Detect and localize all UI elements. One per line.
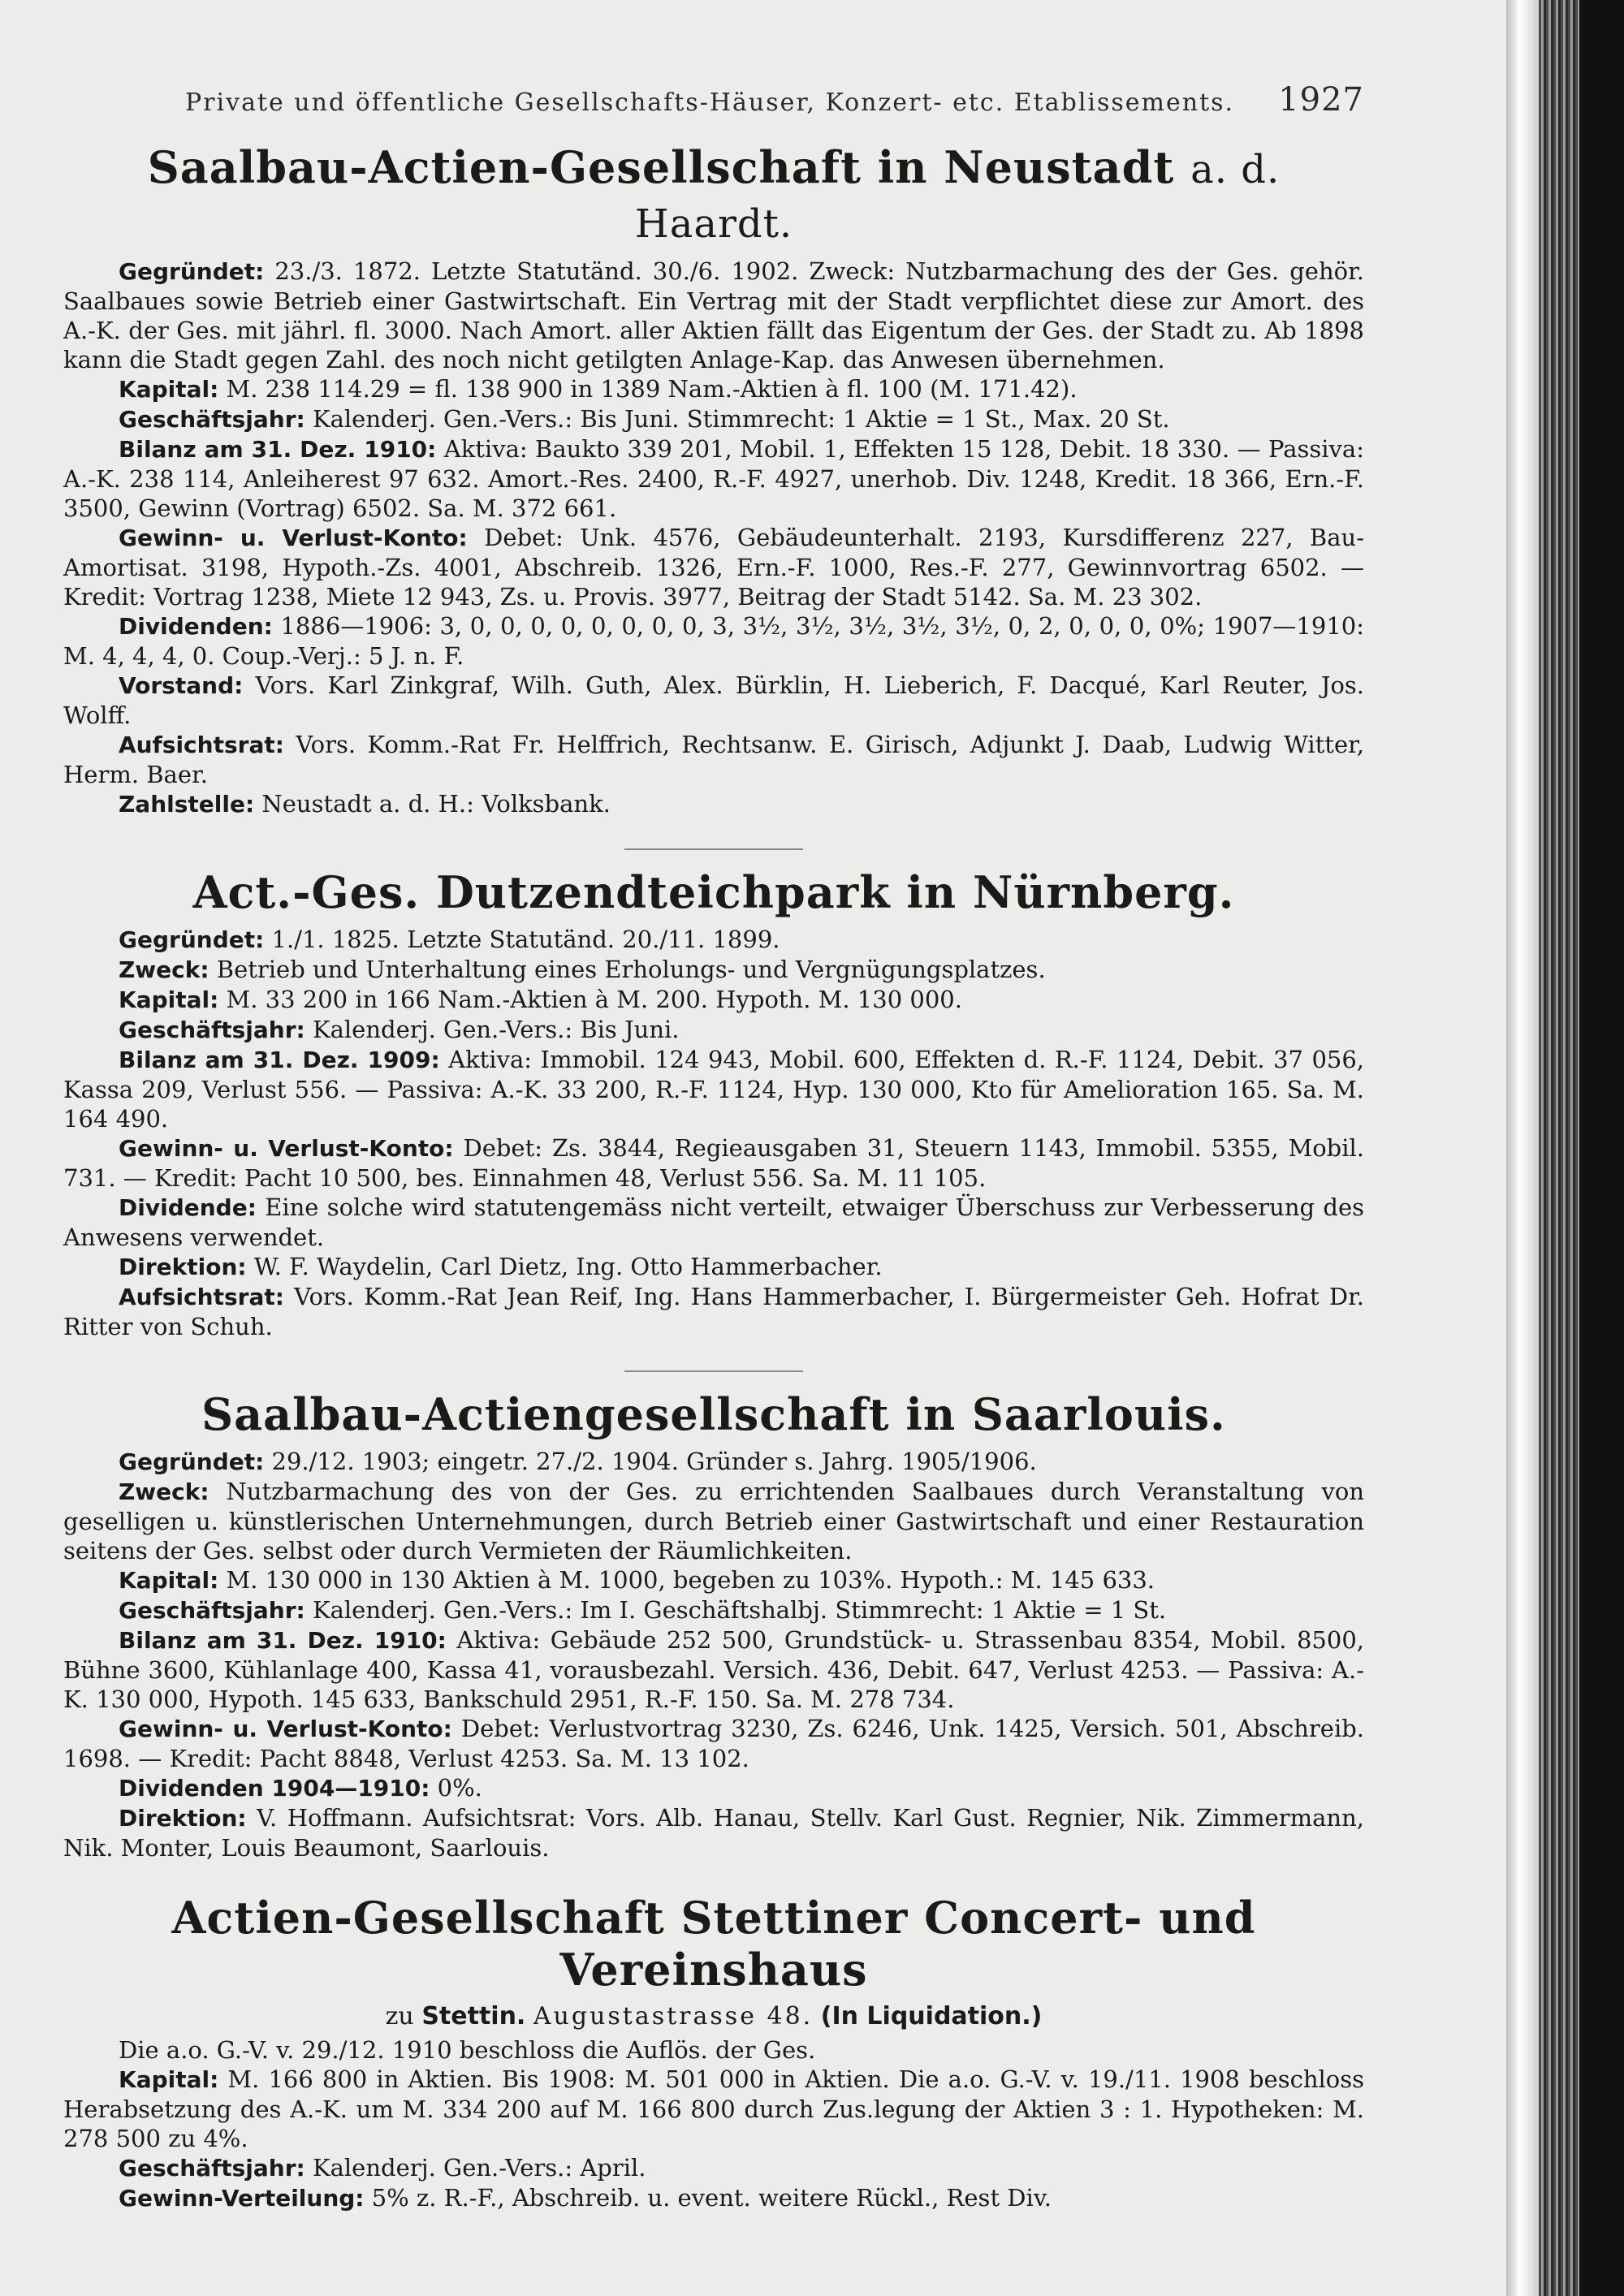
entry-paragraph: [63, 1803, 1364, 1862]
entry-text: W. F. Waydelin, Carl Dietz, Ing. Otto Hammerbacher.: [253, 1253, 883, 1280]
entry-paragraph: [63, 985, 1364, 1015]
entry-label: Direktion:: [119, 1805, 247, 1832]
entry-paragraph: [63, 1714, 1364, 1773]
entry-label: Aufsichtsrat:: [119, 1284, 284, 1310]
entry-text: Vors. Komm.-Rat Jean Reif, Ing. Hans Hammerbacher, I. Bürgermeister Geh. Hofrat Dr. Ritter von Schuh.: [63, 1283, 1365, 1340]
entry-text: Aktiva: Gebäude 252 500, Grundstück- u. Strassenbau 8354, Mobil. 8500, Bühne 3600, Kühlanlage 400, Kassa 41, vorausbezahl. Versich. 436, Debit. 647, Verlust 4253. — Passiva: A.-K. 130 000, Hypoth. 145 633, Bankschuld 2951, R.-F. 150. Sa. M. 278 734.: [63, 1626, 1365, 1713]
company-name: Act.-Ges. Dutzendteichpark in Nürnberg.: [192, 866, 1235, 918]
entry-text: Kalenderj. Gen.-Vers.: Bis Juni.: [312, 1016, 680, 1043]
entry-label: Bilanz am 31. Dez. 1909:: [119, 1047, 440, 1073]
entry-text: Kalenderj. Gen.-Vers.: Im I. Geschäftshalbj. Stimmrecht: 1 Aktie = 1 St.: [312, 1596, 1167, 1624]
company-title: [63, 1892, 1364, 1996]
entry-paragraph: [63, 1015, 1364, 1045]
running-header: [63, 81, 1364, 119]
entry-text: 5% z. R.-F., Abschreib. u. event. weitere Rückl., Rest Div.: [371, 2184, 1052, 2212]
entry-text: 23./3. 1872. Letzte Statutänd. 30./6. 1902. Zweck: Nutzbarmachung des der Ges. gehör. Saalbaues sowie Betrieb einer Gastwirtschaft. Ein Vertrag mit der Stadt verpflichtet diese zur Amort. des A.-K. der Ges. mit jährl. fl. 3000. Nach Amort. aller Aktien fällt das Eigentum der Ges. der Stadt zu. Ab 1898 kann die Stadt gegen Zahl. des noch nicht getilgten Anlage-Kap. das Anwesen übernehmen.: [63, 257, 1364, 373]
entry-text: Debet: Zs. 3844, Regieausgaben 31, Steuern 1143, Immobil. 5355, Mobil. 731. — Kredit: Pacht 10 500, bes. Einnahmen 48, Verlust 556. Sa. M. 11 105.: [63, 1134, 1365, 1192]
company-title: [63, 141, 1364, 250]
entry-text: V. Hoffmann. Aufsichtsrat: Vors. Alb. Hanau, Stellv. Karl Gust. Regnier, Nik. Zimmermann, Nik. Monter, Louis Beaumont, Saarlouis.: [63, 1804, 1364, 1862]
entry-text: Eine solche wird statutengemäss nicht verteilt, etwaiger Überschuss zur Verbesserung des Anwesens verwendet.: [63, 1193, 1364, 1251]
entry-label: Gegründet:: [119, 1448, 265, 1475]
entry-paragraph: [63, 404, 1364, 434]
entry-label: Direktion:: [119, 1254, 247, 1280]
entry-label: Aufsichtsrat:: [119, 732, 284, 758]
entry-label: Zahlstelle:: [119, 791, 255, 818]
entry-label: Gewinn- u. Verlust-Konto:: [119, 1135, 454, 1162]
entry-label: Geschäftsjahr:: [119, 1016, 305, 1043]
entry-text: 1./1. 1825. Letzte Statutänd. 20./11. 1899.: [271, 926, 780, 953]
entry-paragraph: [63, 2153, 1364, 2183]
entry-paragraph: [63, 2035, 1364, 2065]
entry-label: Kapital:: [119, 2066, 219, 2093]
entry-label: Gegründet:: [119, 258, 265, 285]
entry-text: 0%.: [437, 1774, 482, 1802]
entry-paragraph: [63, 925, 1364, 955]
entry-paragraph: [63, 1565, 1364, 1595]
entry-label: Kapital:: [119, 376, 219, 403]
entry-text: Debet: Unk. 4576, Gebäudeunterhalt. 2193, Kursdifferenz 227, Bau-Amortisat. 3198, Hypoth.-Zs. 4001, Abschreib. 1326, Ern.-F. 1000, Res.-F. 277, Gewinnvortrag 6502. — Kredit: Vortrag 1238, Miete 12 943, Zs. u. Provis. 3977, Beitrag der Stadt 5142. Sa. M. 23 302.: [63, 524, 1365, 611]
entry-label: Dividende:: [119, 1194, 257, 1221]
entry-text: Neustadt a. d. H.: Volksbank.: [261, 790, 611, 818]
entry-paragraph: [63, 730, 1364, 789]
entry-label: Geschäftsjahr:: [119, 2155, 305, 2182]
entry-paragraph: [63, 789, 1364, 819]
company-entry-neustadt: [63, 141, 1364, 819]
subtitle-prefix: zu: [385, 2002, 414, 2031]
entry-label: Bilanz am 31. Dez. 1910:: [119, 1627, 447, 1654]
entry-text: Aktiva: Immobil. 124 943, Mobil. 600, Effekten d. R.-F. 1124, Debit. 37 056, Kassa 209, Verlust 556. — Passiva: A.-K. 33 200, R.-F. 1124, Hyp. 130 000, Kto für Amelioration 165. Sa. M. 164 490.: [63, 1046, 1365, 1133]
company-subtitle: [63, 2002, 1364, 2031]
entry-paragraph: [63, 374, 1364, 404]
entry-text: Die a.o. G.-V. v. 29./12. 1910 beschloss die Auflös. der Ges.: [119, 2036, 816, 2064]
company-entry-nuernberg: [63, 866, 1364, 1341]
page-number: 1927: [1278, 81, 1364, 119]
entry-text: 29./12. 1903; eingetr. 27./2. 1904. Gründer s. Jahrg. 1905/1906.: [271, 1448, 1037, 1475]
entry-label: Gewinn- u. Verlust-Konto:: [119, 524, 468, 551]
company-location-suffix: a. d. Haardt.: [634, 147, 1281, 247]
book-gutter: [1506, 0, 1539, 2296]
entry-label: Zweck:: [119, 956, 209, 983]
entry-label: Dividenden 1904—1910:: [119, 1775, 430, 1802]
company-entry-saarlouis: [63, 1388, 1364, 1862]
entry-paragraph: [63, 1477, 1364, 1565]
entry-label: Gewinn- u. Verlust-Konto:: [119, 1716, 452, 1742]
entry-text: Betrieb und Unterhaltung eines Erholungs- und Vergnügungsplatzes.: [216, 956, 1046, 983]
entry-paragraph: [63, 1045, 1364, 1133]
entry-label: Geschäftsjahr:: [119, 1597, 305, 1624]
entry-text: M. 130 000 in 130 Aktien à M. 1000, begeben zu 103%. Hypoth.: M. 145 633.: [226, 1566, 1155, 1594]
entry-text: Vors. Komm.-Rat Fr. Helffrich, Rechtsanw. E. Girisch, Adjunkt J. Daab, Ludwig Witter, Herm. Baer.: [63, 731, 1365, 788]
entry-label: Dividenden:: [119, 613, 273, 640]
entry-paragraph: [63, 1625, 1364, 1714]
entry-paragraph: [63, 434, 1364, 523]
entry-text: Vors. Karl Zinkgraf, Wilh. Guth, Alex. Bürklin, H. Lieberich, F. Dacqué, Karl Reuter, Jos. Wolff.: [63, 671, 1365, 729]
subtitle-city: Stettin.: [421, 2002, 526, 2031]
entry-text: Kalenderj. Gen.-Vers.: April.: [312, 2154, 646, 2182]
entry-paragraph: [63, 2183, 1364, 2213]
company-name: Saalbau-Actiengesellschaft in Saarlouis.: [201, 1388, 1226, 1440]
entry-paragraph: [63, 1282, 1364, 1341]
entry-paragraph: [63, 1773, 1364, 1803]
entry-text: M. 238 114.29 = fl. 138 900 in 1389 Nam.-Aktien à fl. 100 (M. 171.42).: [226, 375, 1078, 403]
section-divider: [624, 848, 803, 850]
entry-paragraph: [63, 671, 1364, 730]
section-divider: [624, 1370, 803, 1372]
entry-paragraph: [63, 1447, 1364, 1477]
entry-text: M. 33 200 in 166 Nam.-Aktien à M. 200. Hypoth. M. 130 000.: [226, 986, 962, 1013]
entry-label: Vorstand:: [119, 672, 244, 699]
entry-label: Kapital:: [119, 986, 219, 1013]
company-title: [63, 1388, 1364, 1440]
entry-label: Gewinn-Verteilung:: [119, 2185, 365, 2212]
entry-label: Kapital:: [119, 1567, 219, 1594]
entry-paragraph: [63, 1252, 1364, 1282]
entry-paragraph: [63, 1133, 1364, 1193]
entry-label: Gegründet:: [119, 926, 265, 953]
document-body: [63, 81, 1364, 2242]
entry-text: Aktiva: Baukto 339 201, Mobil. 1, Effekten 15 128, Debit. 18 330. — Passiva: A.-K. 238 114, Anleiherest 97 632. Amort.-Res. 2400, R.-F. 4927, unerhob. Div. 1248, Kredit. 18 366, Ern.-F. 3500, Gewinn (Vortrag) 6502. Sa. M. 372 661.: [63, 435, 1364, 522]
company-entry-stettin: [63, 1892, 1364, 2213]
subtitle-address: Augustastrasse 48.: [533, 2002, 814, 2031]
entry-text: Kalenderj. Gen.-Vers.: Bis Juni. Stimmrecht: 1 Aktie = 1 St., Max. 20 St.: [312, 405, 1170, 433]
entry-text: M. 166 800 in Aktien. Bis 1908: M. 501 000 in Aktien. Die a.o. G.-V. v. 19./11. 1908 beschloss Herabsetzung des A.-K. um M. 334 200 auf M. 166 800 durch Zus.legung der Aktien 3 : 1. Hypotheken: M. 278 500 zu 4%.: [63, 2065, 1364, 2152]
company-title: [63, 866, 1364, 918]
entry-text: Debet: Verlustvortrag 3230, Zs. 6246, Unk. 1425, Versich. 501, Abschreib. 1698. — Kredit: Pacht 8848, Verlust 4253. Sa. M. 13 102.: [63, 1715, 1365, 1772]
entry-text: 1886—1906: 3, 0, 0, 0, 0, 0, 0, 0, 0, 3, 3½, 3½, 3½, 3½, 3½, 0, 2, 0, 0, 0, 0%; 1907—1910: M. 4, 4, 4, 0. Coup.-Verj.: 5 J. n. F.: [63, 612, 1364, 670]
entry-text: Nutzbarmachung des von der Ges. zu errichtenden Saalbaues durch Veranstaltung von geselligen u. künstlerischen Unternehmungen, durch Betrieb einer Gastwirtschaft und einer Restauration seitens der Ges. selbst oder durch Vermieten der Räumlichkeiten.: [63, 1478, 1365, 1564]
entry-paragraph: [63, 1595, 1364, 1625]
entry-label: Geschäftsjahr:: [119, 406, 305, 433]
page-edge-shadow: [1579, 0, 1624, 2296]
entry-paragraph: [63, 257, 1364, 374]
company-name: Actien-Gesellschaft Stettiner Concert- und Vereinshaus: [171, 1892, 1256, 1996]
entry-paragraph: [63, 955, 1364, 985]
entry-paragraph: [63, 2065, 1364, 2153]
entry-paragraph: [63, 523, 1364, 611]
entry-paragraph: [63, 611, 1364, 671]
entry-label: Zweck:: [119, 1478, 209, 1505]
company-name: Saalbau-Actien-Gesellschaft in Neustadt: [147, 141, 1175, 193]
running-title: Private und öffentliche Gesellschafts-Häuser, Konzert- etc. Etablissements.: [185, 88, 1235, 117]
entry-paragraph: [63, 1193, 1364, 1252]
entry-label: Bilanz am 31. Dez. 1910:: [119, 436, 437, 463]
liquidation-status: (In Liquidation.): [820, 2002, 1043, 2031]
